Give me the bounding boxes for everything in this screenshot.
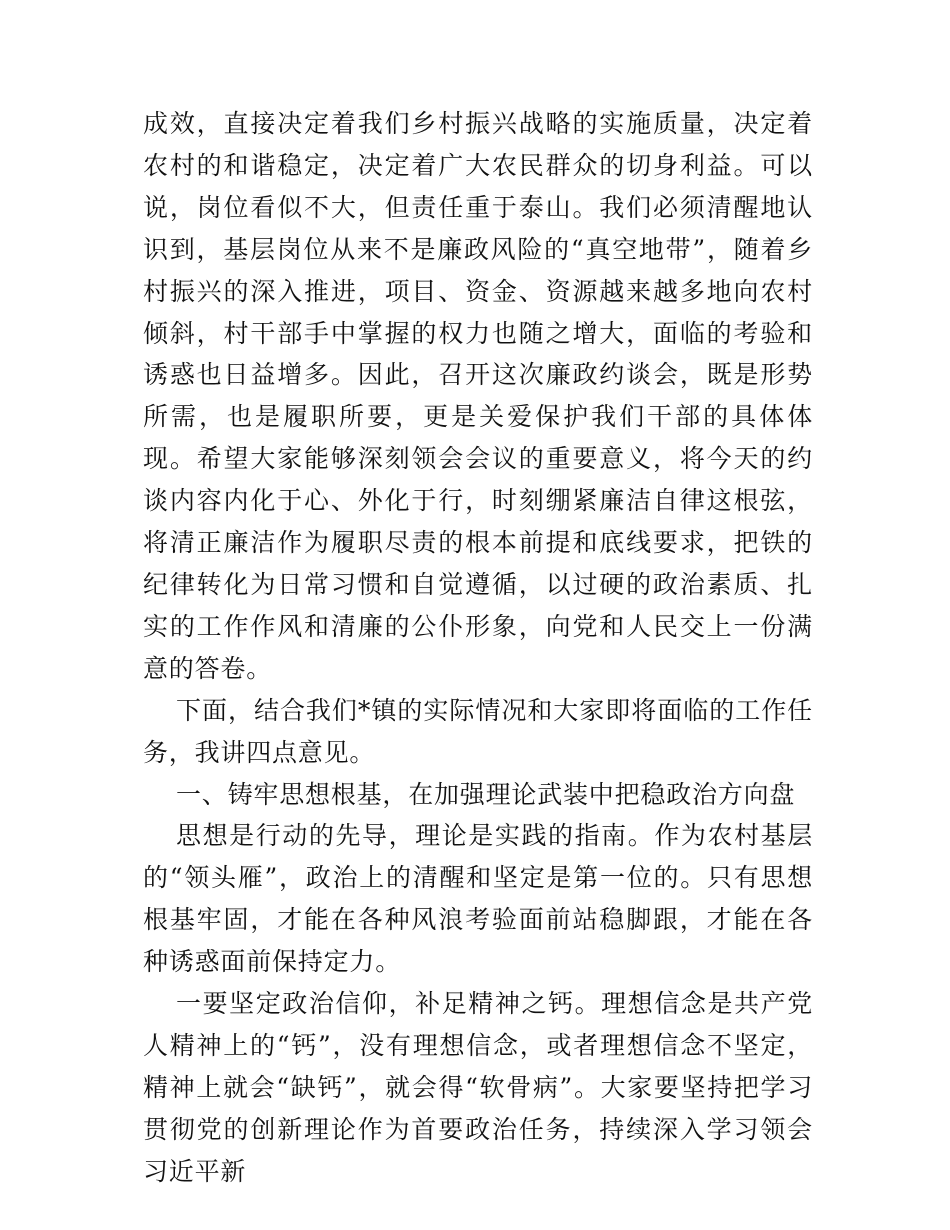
document-body bbox=[143, 103, 813, 1193]
paragraph-continued: 成效，直接决定着我们乡村振兴战略的实施质量，决定着农村的和谐稳定，决定着广大农民群众的切身利益。可以说，岗位看似不大，但责任重于泰山。我们必须清醒地认识到，基层岗位从来不是廉政风险的“真空地带”，随着乡村振兴的深入推进，项目、资金、资源越来越多地向农村倾斜，村干部手中掌握的权力也随之增大，面临的考验和诱惑也日益增多。因此，召开这次廉政约谈会，既是形势所需，也是履职所要，更是关爱保护我们干部的具体体现。希望大家能够深刻领会会议的重要意义，将今天的约谈内容内化于心、外化于行，时刻绷紧廉洁自律这根弦，将清正廉洁作为履职尽责的根本前提和底线要求，把铁的纪律转化为日常习惯和自觉遵循，以过硬的政治素质、扎实的工作作风和清廉的公仆形象，向党和人民交上一份满意的答卷。 bbox=[143, 109, 813, 683]
paragraph-section-1: 思想是行动的先导，理论是实践的指南。作为农村基层的“领头雁”，政治上的清醒和坚定是第一位的。只有思想根基牢固，才能在各种风浪考验面前站稳脚跟，才能在各种诱惑面前保持定力。 bbox=[143, 821, 813, 977]
section-heading-1: 一、铸牢思想根基，在加强理论武装中把稳政治方向盘 bbox=[176, 779, 796, 809]
paragraph-point-1: 一要坚定政治信仰，补足精神之钙。理想信念是共产党人精神上的“钙”，没有理想信念，或者理想信念不坚定，精神上就会“缺钙”，就会得“软骨病”。大家要坚持把学习贯彻党的创新理论作为首要政治任务，持续深入学习领会习近平新 bbox=[143, 989, 813, 1186]
paragraph-intro-opinions: 下面，结合我们*镇的实际情况和大家即将面临的工作任务，我讲四点意见。 bbox=[143, 695, 813, 767]
